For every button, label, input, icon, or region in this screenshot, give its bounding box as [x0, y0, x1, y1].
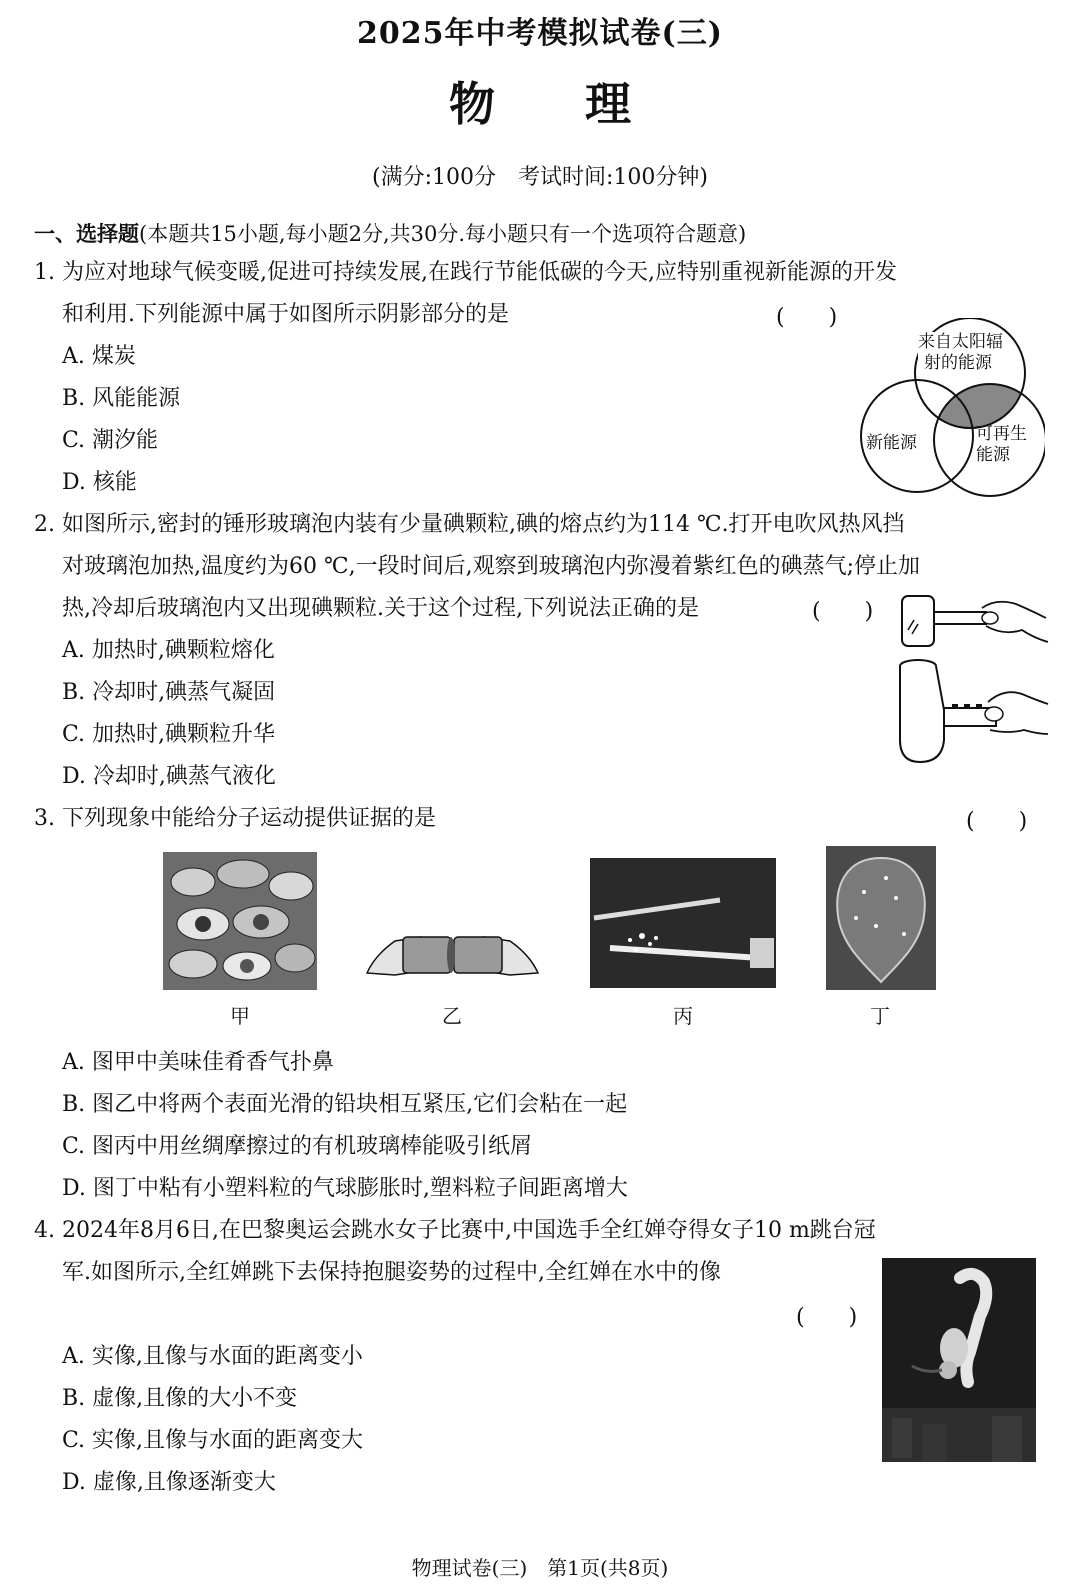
figure-yi-lead-blocks: [365, 915, 540, 990]
caption-bing: 丙: [673, 1004, 693, 1028]
subject-title: 物理: [449, 77, 721, 131]
q1-option-c: C. 潮汐能: [62, 428, 159, 453]
q4-option-d: D. 虚像,且像逐渐变大: [62, 1470, 276, 1495]
q4-option-c: C. 实像,且像与水面的距离变大: [62, 1428, 364, 1453]
venn-label-solar-1: 来自太阳辐: [918, 332, 1003, 352]
q3-option-c: C. 图丙中用丝绸摩擦过的有机玻璃棒能吸引纸屑: [62, 1134, 533, 1159]
q3-option-a: A. 图甲中美味佳肴香气扑鼻: [62, 1050, 334, 1075]
q4-option-b: B. 虚像,且像的大小不变: [62, 1386, 298, 1411]
q4-line-1: 4. 2024年8月6日,在巴黎奥运会跳水女子比赛中,中国选手全红婵夺得女子10 m跳台冠: [34, 1218, 876, 1243]
caption-jia: 甲: [230, 1004, 250, 1028]
figure-diver-photo: [882, 1258, 1036, 1462]
q2-line-2: 对玻璃泡加热,温度约为60 ℃,一段时间后,观察到玻璃泡内弥漫着紫红色的碘蒸气;停止加: [62, 554, 920, 579]
q2-option-c: C. 加热时,碘颗粒升华: [62, 722, 276, 747]
q2-answer-bracket: ( ): [812, 599, 874, 624]
exam-title: 2025年中考模拟试卷(三): [357, 16, 723, 51]
venn-label-solar-2: 射的能源: [924, 353, 992, 373]
q1-line-2: 和利用.下列能源中属于如图所示阴影部分的是: [62, 302, 509, 327]
q2-option-b: B. 冷却时,碘蒸气凝固: [62, 680, 276, 705]
q3-answer-bracket: ( ): [966, 809, 1028, 834]
q3-option-b: B. 图乙中将两个表面光滑的铅块相互紧压,它们会粘在一起: [62, 1092, 628, 1117]
venn-label-renewable-2: 能源: [976, 445, 1010, 465]
q1-option-b: B. 风能能源: [62, 386, 181, 411]
section-heading: [34, 218, 746, 248]
q2-line-3: 热,冷却后玻璃泡内又出现碘颗粒.关于这个过程,下列说法正确的是: [62, 596, 699, 621]
q1-option-a: A. 煤炭: [62, 344, 136, 369]
q3-option-d: D. 图丁中粘有小塑料粒的气球膨胀时,塑料粒子间距离增大: [62, 1176, 628, 1201]
venn-label-renewable-1: 可再生: [976, 424, 1027, 444]
exam-info: (满分:100分 考试时间:100分钟): [372, 165, 708, 190]
q2-option-d: D. 冷却时,碘蒸气液化: [62, 764, 276, 789]
figure-bing-glass-rod: [590, 858, 776, 988]
figure-ding-balloon: [826, 846, 936, 990]
section-title: 一、选择题: [34, 221, 139, 246]
q1-answer-bracket: ( ): [776, 305, 838, 330]
q4-answer-bracket: ( ): [796, 1305, 858, 1330]
venn-label-renewable: [976, 424, 1027, 466]
venn-label-solar: [918, 332, 1003, 374]
q4-option-a: A. 实像,且像与水面的距离变小: [62, 1344, 363, 1369]
figure-jia-food-photo: [163, 852, 317, 990]
venn-label-new: 新能源: [866, 433, 917, 453]
q1-line-1: 1. 为应对地球气候变暖,促进可持续发展,在践行节能低碳的今天,应特别重视新能源的开发: [34, 260, 897, 285]
q2-line-1: 2. 如图所示,密封的锤形玻璃泡内装有少量碘颗粒,碘的熔点约为114 ℃.打开电吹风热风挡: [34, 512, 905, 537]
section-description: (本题共15小题,每小题2分,共30分.每小题只有一个选项符合题意): [139, 222, 747, 246]
q3-line-1: 3. 下列现象中能给分子运动提供证据的是: [34, 806, 436, 831]
q1-option-d: D. 核能: [62, 470, 137, 495]
caption-yi: 乙: [442, 1004, 462, 1028]
iodine-bulb-hairdryer-figure: [890, 590, 1050, 770]
page-footer: 物理试卷(三) 第1页(共8页): [411, 1556, 669, 1580]
q2-option-a: A. 加热时,碘颗粒熔化: [62, 638, 275, 663]
caption-ding: 丁: [870, 1004, 890, 1028]
q4-line-2: 军.如图所示,全红婵跳下去保持抱腿姿势的过程中,全红婵在水中的像: [62, 1260, 721, 1285]
